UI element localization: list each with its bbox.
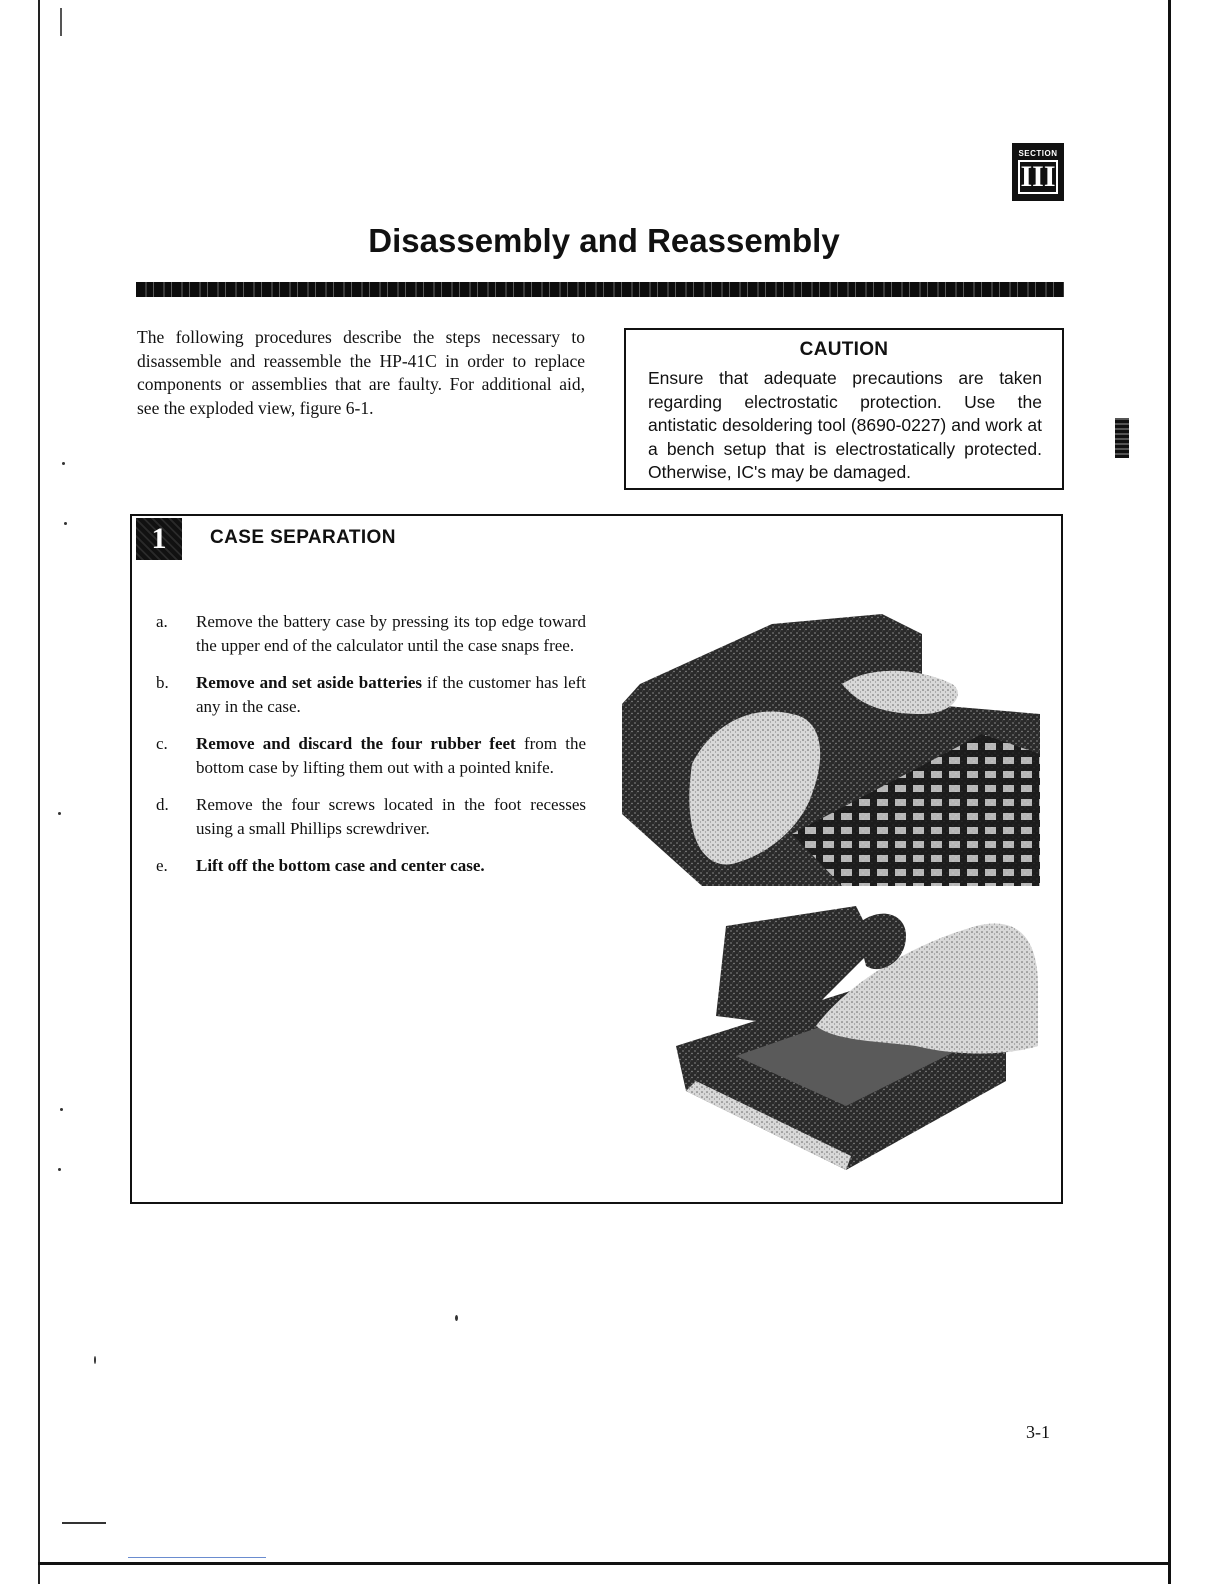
scan-speck bbox=[62, 462, 65, 465]
scan-speck bbox=[60, 8, 62, 36]
section-badge-word: SECTION bbox=[1018, 149, 1058, 158]
scan-speck bbox=[455, 1315, 458, 1321]
caution-heading: CAUTION bbox=[799, 339, 889, 360]
photo-case-lift bbox=[676, 906, 1038, 1170]
photo-battery-removal bbox=[622, 614, 1040, 886]
step-text bbox=[196, 793, 586, 840]
step-marker: d. bbox=[156, 795, 169, 814]
step-item bbox=[156, 793, 586, 840]
step-text bbox=[196, 610, 586, 657]
step-marker: b. bbox=[156, 673, 169, 692]
step-bold-text: Lift off the bottom case and center case. bbox=[196, 856, 485, 875]
step-bold-text: Remove and discard the four rubber feet bbox=[196, 734, 516, 753]
section-badge bbox=[1012, 143, 1064, 201]
scan-bottom-mark bbox=[128, 1557, 266, 1558]
step-item bbox=[156, 854, 586, 878]
step-plain-text: from the bottom case by lifting them out with a pointed knife. bbox=[196, 734, 586, 777]
page-title: Disassembly and Reassembly bbox=[368, 222, 840, 259]
step-number-tab: 1 bbox=[136, 518, 182, 560]
scan-speck bbox=[64, 522, 67, 525]
scan-bottom-border bbox=[38, 1562, 1171, 1565]
page-number: 3-1 bbox=[1026, 1422, 1050, 1442]
step-text bbox=[196, 732, 586, 779]
step-plain-text: Remove the battery case by pressing its top edge toward the upper end of the calculator until the case snaps free. bbox=[196, 612, 586, 655]
step-marker: e. bbox=[156, 856, 168, 875]
step-marker: c. bbox=[156, 734, 168, 753]
scan-speck bbox=[58, 812, 61, 815]
scan-speck bbox=[58, 1168, 61, 1171]
step-list bbox=[156, 610, 586, 892]
scan-speck bbox=[60, 1108, 63, 1111]
step-text bbox=[196, 671, 586, 718]
step-bold-text: Remove and set aside batteries bbox=[196, 673, 423, 692]
scan-corner-dash bbox=[62, 1522, 106, 1524]
step-plain-text: Remove the four screws located in the foot recesses using a small Phillips screwdriver. bbox=[196, 795, 586, 838]
step-item bbox=[156, 610, 586, 657]
step-marker: a. bbox=[156, 612, 168, 631]
step-item bbox=[156, 671, 586, 718]
edge-index-tab bbox=[1115, 418, 1129, 458]
step-text bbox=[196, 854, 586, 878]
step-plain-text: if the customer has left any in the case. bbox=[196, 673, 586, 716]
case-separation-heading: CASE SEPARATION bbox=[210, 527, 396, 548]
intro-paragraph: The following procedures describe the steps necessary to disassemble and reassemble the HP-41C in order to replace components or assemblies that are faulty. For additional aid, see the exploded view, figure 6-1. bbox=[137, 327, 585, 418]
step-item bbox=[156, 732, 586, 779]
caution-box bbox=[624, 328, 1064, 490]
section-badge-numeral: III bbox=[1018, 160, 1058, 194]
title-rule bbox=[136, 282, 1064, 297]
scan-speck bbox=[94, 1356, 96, 1364]
caution-text: Ensure that adequate precautions are taken regarding electrostatic protection. Use the antistatic desoldering tool (8690-0227) and work at a bench setup that is electrostatically protected. Otherwise, IC's may be damaged. bbox=[648, 368, 1042, 482]
